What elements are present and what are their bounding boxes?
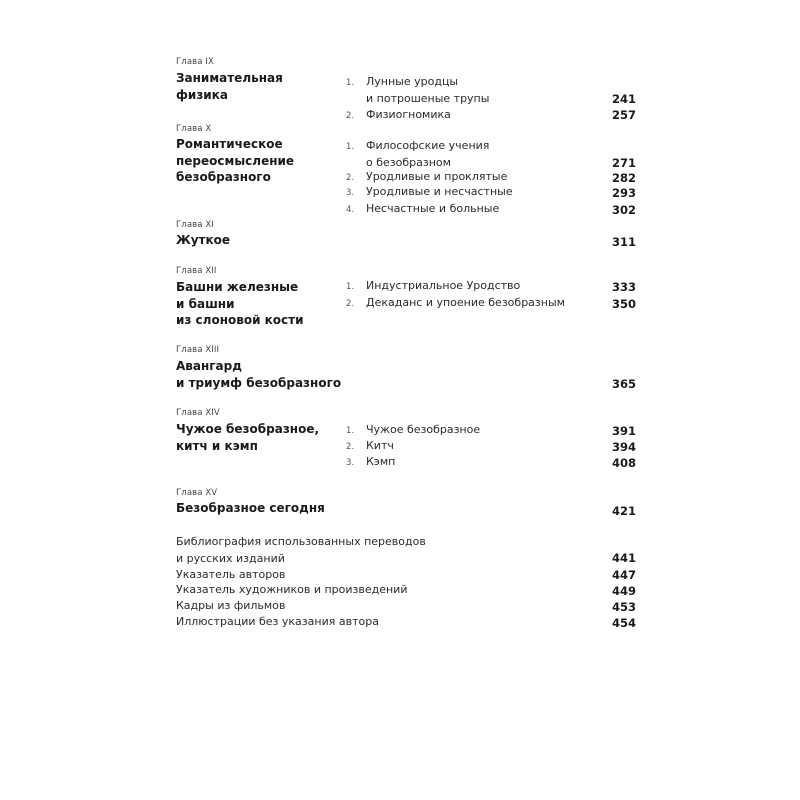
- entry-number: 2.: [346, 299, 355, 309]
- entry-number: 1.: [346, 78, 355, 88]
- page-number: 449: [611, 584, 636, 598]
- chapter-title: Жуткое: [176, 233, 230, 247]
- page-number: 241: [611, 92, 636, 106]
- chapter-label: Глава X: [176, 124, 212, 134]
- back-matter-entry: Иллюстрации без указания автора: [176, 615, 379, 628]
- page-number: 454: [611, 616, 636, 630]
- page-number: 293: [611, 186, 636, 200]
- entry-title: Уродливые и проклятые: [366, 170, 508, 183]
- chapter-label: Глава IX: [176, 57, 214, 67]
- entry-title: Лунные уродцы и потрошеные трупы: [366, 75, 490, 105]
- back-matter-entry: Указатель художников и произведений: [176, 583, 408, 596]
- page-number: 365: [611, 377, 636, 391]
- back-matter-entry: Библиография использованных переводов и русских изданий: [176, 535, 426, 565]
- page-number: 453: [611, 600, 636, 614]
- entry-title: Философские учения о безобразном: [366, 139, 490, 169]
- entry-number: 1.: [346, 426, 355, 436]
- chapter-title: Занимательная физика: [176, 71, 283, 102]
- entry-title: Китч: [366, 439, 394, 452]
- chapter-title: Чужое безобразное, китч и кэмп: [176, 422, 320, 453]
- chapter-label: Глава XI: [176, 220, 214, 230]
- page-number: 394: [611, 440, 636, 454]
- entry-title: Несчастные и больные: [366, 202, 500, 215]
- chapter-title: Безобразное сегодня: [176, 501, 325, 515]
- chapter-title: Авангард и триумф безобразного: [176, 359, 342, 390]
- chapter-label: Глава XII: [176, 266, 217, 276]
- entry-title: Уродливые и несчастные: [366, 185, 513, 198]
- entry-number: 1.: [346, 142, 355, 152]
- entry-title: Чужое безобразное: [366, 423, 481, 436]
- page-number: 257: [611, 108, 636, 122]
- entry-title: Физиогномика: [366, 108, 451, 121]
- page-number: 302: [611, 203, 636, 217]
- page-number: 441: [611, 551, 636, 565]
- page-number: 408: [611, 456, 636, 470]
- back-matter-entry: Кадры из фильмов: [176, 599, 286, 612]
- page-number: 282: [611, 171, 636, 185]
- page-number: 350: [611, 297, 636, 311]
- chapter-title: Башни железные и башни из слоновой кости: [176, 280, 304, 327]
- entry-title: Декаданс и упоение безобразным: [366, 296, 565, 309]
- entry-number: 4.: [346, 205, 355, 215]
- entry-title: Индустриальное Уродство: [366, 279, 521, 292]
- entry-number: 2.: [346, 442, 355, 452]
- entry-number: 3.: [346, 188, 355, 198]
- entry-title: Кэмп: [366, 455, 396, 468]
- page-number: 271: [611, 156, 636, 170]
- page-number: 311: [611, 235, 636, 249]
- back-matter-entry: Указатель авторов: [176, 568, 286, 581]
- chapter-title: Романтическое переосмысление безобразного: [176, 137, 295, 184]
- page-number: 333: [611, 280, 636, 294]
- chapter-label: Глава XV: [176, 488, 218, 498]
- chapter-label: Глава XIV: [176, 408, 220, 418]
- entry-number: 2.: [346, 173, 355, 183]
- page-number: 421: [611, 504, 636, 518]
- page-number: 447: [611, 568, 636, 582]
- page-number: 391: [611, 424, 636, 438]
- entry-number: 3.: [346, 458, 355, 468]
- entry-number: 1.: [346, 282, 355, 292]
- chapter-label: Глава XIII: [176, 345, 220, 355]
- entry-number: 2.: [346, 111, 355, 121]
